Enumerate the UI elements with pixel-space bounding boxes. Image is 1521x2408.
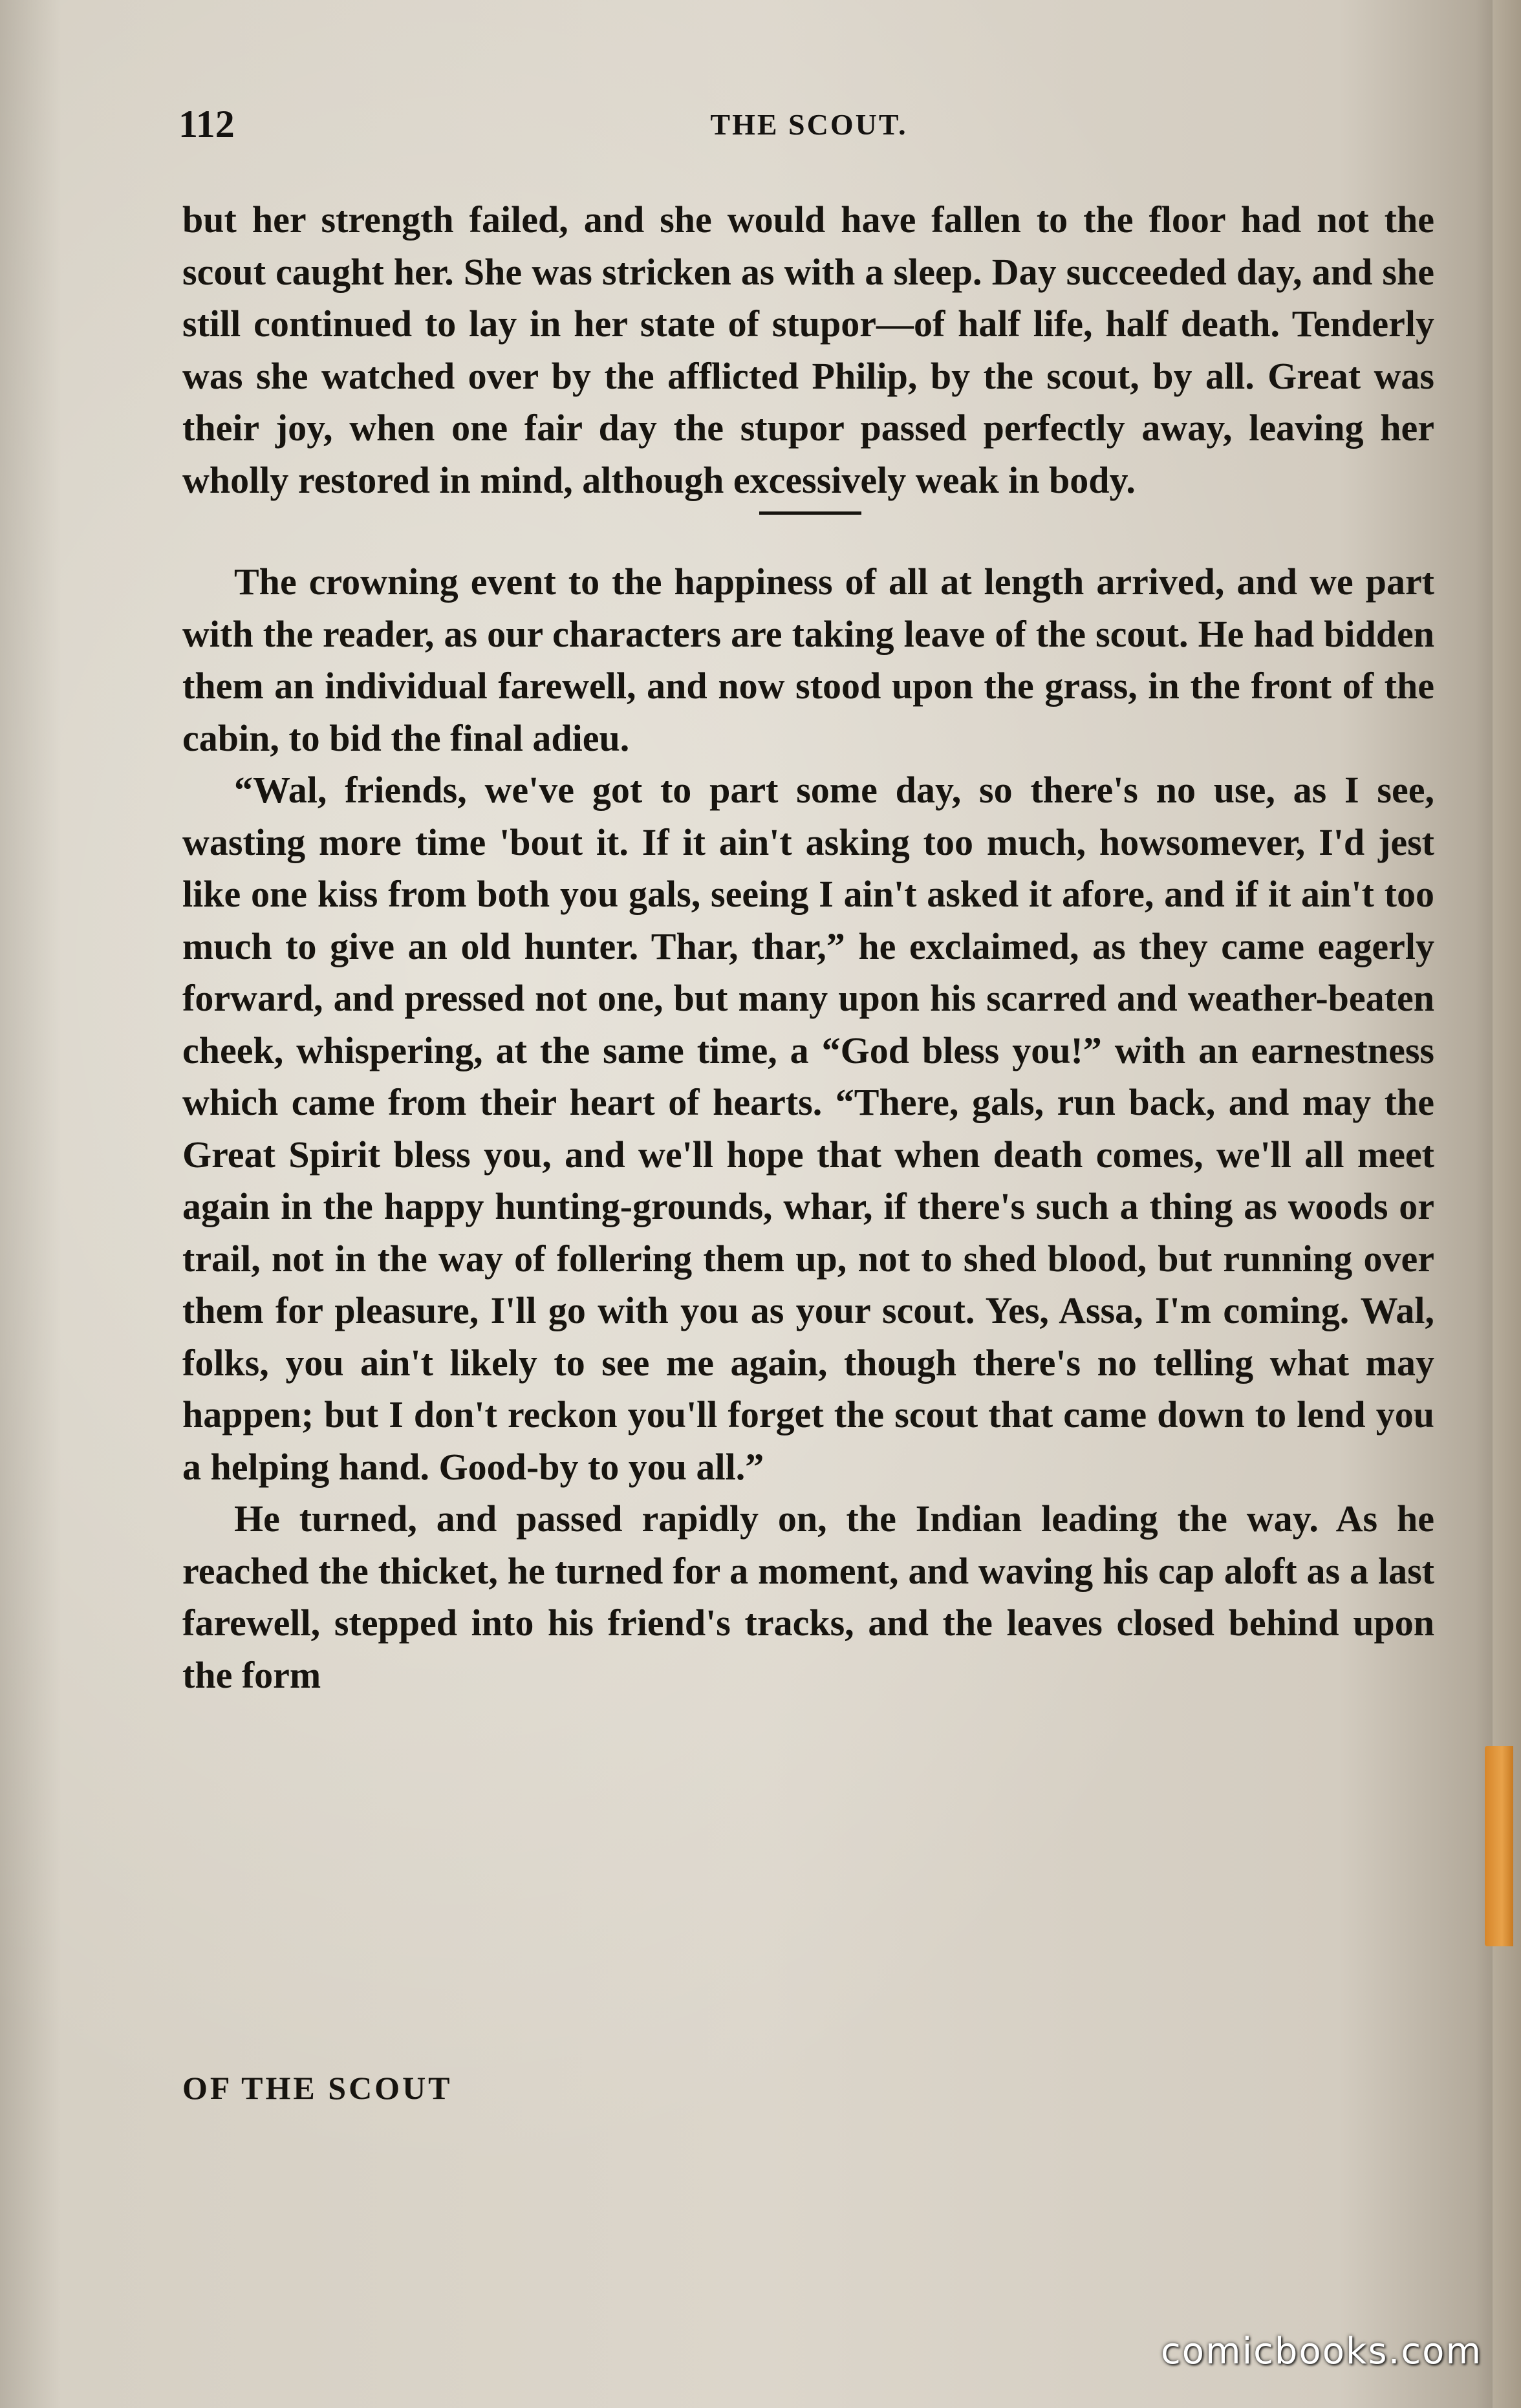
closing-line: OF THE SCOUT xyxy=(182,2070,453,2106)
page-number: 112 xyxy=(178,103,235,145)
running-head: THE SCOUT. xyxy=(710,108,908,141)
paragraph-4: He turned, and passed rapidly on, the Indian leading the way. As he reached the thicket, he turned for a moment, and waving his cap aloft as a last farewell, stepped into his friend's tracks, and the leaves closed behind upon the form xyxy=(182,1498,1434,1696)
orange-tab-marker xyxy=(1485,1746,1513,1946)
paragraph-3: “Wal, friends, we've got to part some day, so there's no use, as I see, wasting more time 'bout it. If it ain't asking too much, howsomever, I'd jest like one kiss from both you gals, seeing I ain't asked it afore, and if it ain't too much to give an old hunter. Thar, thar,” he exclaimed, as they came eagerly forward, and pressed not one, but many upon his scarred and weather-beaten cheek, whispering, at the same time, a “God bless you!” with an earnestness which came from their heart of hearts. “There, gals, run back, and may the Great Spirit bless you, and we'll hope that when death comes, we'll all meet again in the happy hunting-grounds, whar, if there's such a thing as woods or trail, not in the way of follering them up, not to shed blood, but running over them for pleasure, I'll go with you as your scout. Yes, Assa, I'm coming. Wal, folks, you ain't likely to see me again, though there's no telling what may happen; but I don't reckon you'll forget the scout that came down to lend you a helping hand. Good-by to you all.” xyxy=(182,769,1434,1488)
paragraph-1: but her strength failed, and she would have fallen to the floor had not the scout caught her. She was stricken as with a sleep. Day succeeded day, and she still continued to lay in her state of stupor—of half life, half death. Tenderly was she watched over by the afflicted Philip, by the scout, by all. Great was their joy, when one fair day the stupor passed perfectly away, leaving her wholly restored in mind, although excessively weak in body. xyxy=(182,199,1434,501)
body-text xyxy=(182,194,1434,1701)
page-header xyxy=(178,97,1440,155)
page-edge xyxy=(1493,0,1521,2408)
site-watermark: comicbooks.com xyxy=(1160,2330,1482,2372)
section-divider xyxy=(759,511,861,556)
paragraph-2: The crowning event to the happiness of all at length arrived, and we part with the reader, as our characters are taking leave of the scout. He had bidden them an individual farewell, and now stood upon the grass, in the front of the cabin, to bid the final adieu. xyxy=(182,561,1434,759)
